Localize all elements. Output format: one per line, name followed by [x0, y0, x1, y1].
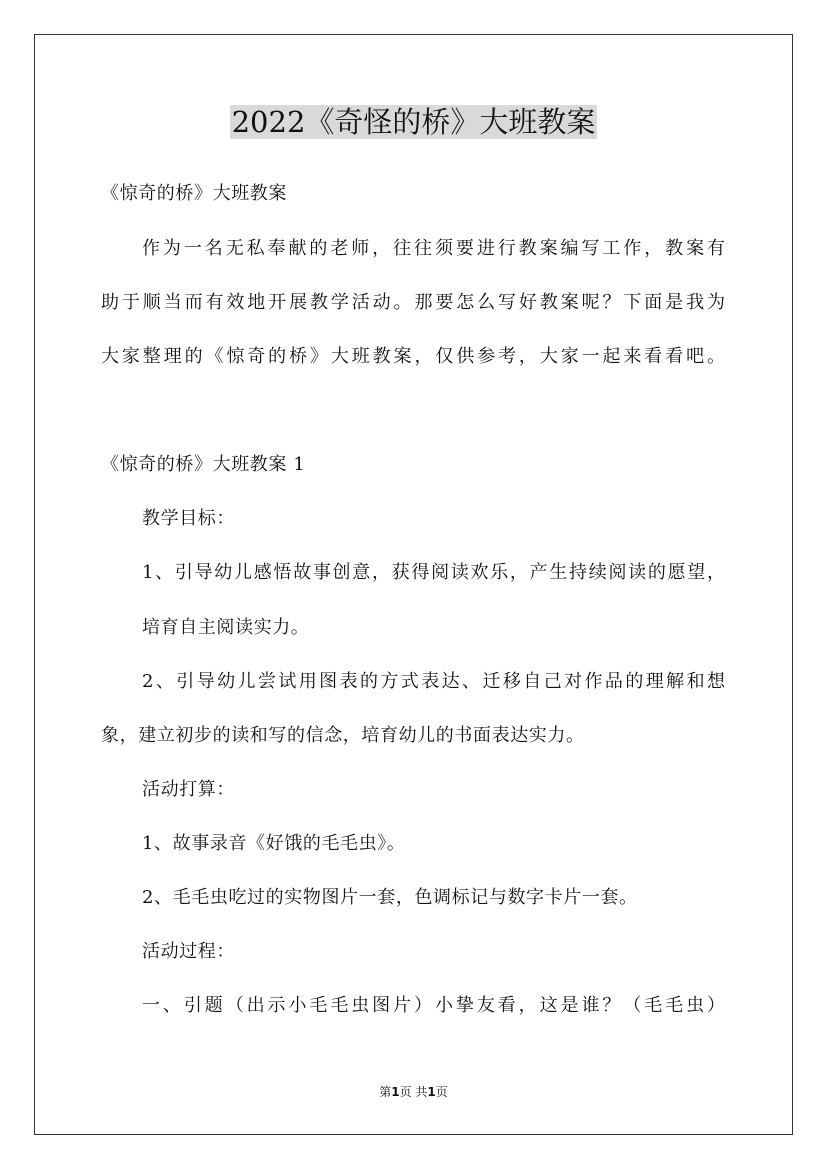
- paragraph-line: 教学目标：: [142, 508, 235, 529]
- paragraph-line: 作为一名无私奉献的老师，往往须要进行教案编写工作，教案有: [142, 238, 725, 259]
- document-title: [0, 100, 827, 144]
- paragraph-line: 培育自主阅读实力。: [142, 617, 310, 638]
- footer-page-total: 1: [427, 1085, 436, 1099]
- paragraph-line: 活动过程：: [142, 941, 235, 962]
- paragraph-line: 活动打算：: [142, 779, 235, 800]
- paragraph-line: 助于顺当而有效地开展教学活动。那要怎么写好教案呢？下面是我为: [101, 292, 725, 313]
- paragraph-line: 1、故事录音《好饿的毛毛虫》。: [142, 833, 406, 854]
- paragraph-line: 大家整理的《惊奇的桥》大班教案，仅供参考，大家一起来看看吧。: [101, 346, 725, 367]
- paragraph-line: 象，建立初步的读和写的信念，培育幼儿的书面表达实力。: [101, 725, 585, 746]
- paragraph-line: 2、毛毛虫吃过的实物图片一套，色调标记与数字卡片一套。: [142, 887, 638, 908]
- footer-middle: 页 共: [399, 1085, 428, 1099]
- subtitle-line: 《惊奇的桥》大班教案: [101, 183, 287, 204]
- document-title-text: 2022《奇怪的桥》大班教案: [231, 105, 596, 139]
- footer-suffix: 页: [435, 1085, 448, 1099]
- page-footer: [0, 1083, 827, 1101]
- section-heading: 《惊奇的桥》大班教案 1: [101, 454, 306, 475]
- paragraph-line: 2、引导幼儿尝试用图表的方式表达、迁移自己对作品的理解和想: [142, 671, 725, 692]
- paragraph-line: 一、引题（出示小毛毛虫图片）小挚友看，这是谁？（毛毛虫）: [142, 995, 725, 1016]
- footer-page-current: 1: [391, 1085, 400, 1099]
- footer-prefix: 第: [379, 1085, 392, 1099]
- paragraph-line: 1、引导幼儿感悟故事创意，获得阅读欢乐，产生持续阅读的愿望，: [142, 562, 725, 583]
